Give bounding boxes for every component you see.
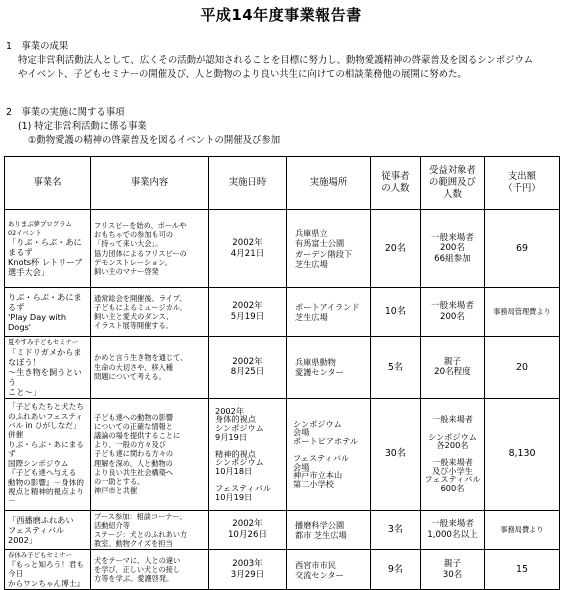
event-place: 播磨科学公園 都市 芝生広場 [287,510,371,550]
event-series-label: ありまぶ夢プログラム 02イベント [8,220,72,237]
table-row [5,337,560,399]
event-date: 2002年 身体的視点 シンポジウム 9月19日 精神的視点 シンポジウム 10月18日 フェスティバル 10月19日 [209,398,287,510]
event-name: りぶ・らぶ・あにまるず 'Play Day with Dogs' [8,292,82,332]
event-name: 「西播磨ふれあい フェスティバル2002」 [8,514,74,545]
event-content: かめと言う生き物を通じて、 生命の大切さや、移入種 問題について考える。 [91,337,209,399]
event-target: 一般来場者 シンポジウム 各200名 一般来場者 及び小学生 フェスティバル 600名 [421,398,485,510]
event-place: ポートアイランド 芝生広場 [287,288,371,337]
header-staff: 従事者 の人数 [371,157,421,210]
event-target: 親子 30名 [421,550,485,590]
event-place: 兵庫県立 有馬富士公園 ガーデン階段下 芝生広場 [287,210,371,288]
header-event-name: 事業名 [5,157,91,210]
table-row [5,550,560,590]
event-target: 親子 20名程度 [421,337,485,399]
event-date: 2003年 3月29日 [209,550,287,590]
table-row [5,398,560,510]
events-table [4,156,560,590]
event-cost: 20 [485,337,560,399]
event-staff: 30名 [371,398,421,510]
event-name-cell [5,288,91,337]
table-row [5,510,560,550]
event-content: フリスビーを始め、ボールや おもちゃでの参加も可の 「持って来い大会」。 協力団体によるフリスビーの デモンストレーション。 飼い主のマナー啓発 [91,210,209,288]
event-date: 2002年 8月25日 [209,337,287,399]
page-title: 平成14年度事業報告書 [200,6,362,24]
event-date: 2002年 4月21日 [209,210,287,288]
table-header-row [5,157,560,210]
event-content: 犬をテーマに、人との違い を学び、正しい犬との接し 方等を学ぶ。愛護啓発。 [91,550,209,590]
section-1-heading: 1 事業の成果 [6,41,69,52]
event-place: 兵庫県動物 愛護センター [287,337,371,399]
table-row [5,210,560,288]
event-series-label: 春休み子どもセミナー [8,551,72,560]
event-cost: 69 [485,210,560,288]
event-content: ブース参加：相談コーナー、 活動紹介等 ステージ：犬とのふれあい方 教室、動物クイズを担当 [91,510,209,550]
event-content: 子ども達への動物の影響 についての正確な情報と 議論の場を提供することに より、一般の方々及び 子ども達に関わる方々の 理解を深め、人と動物の より良い共生社会構築へ の一助とする。 神戸市と共催 [91,398,209,510]
event-name: 「ミドリガメからまなぼう！ ～生き物を飼うという こと～」 [8,346,82,397]
header-date: 実施日時 [209,157,287,210]
event-series-label: 夏やすみ子どもセミナー [8,338,79,346]
event-name-cell [5,550,91,590]
event-staff: 10名 [371,288,421,337]
event-staff: 20名 [371,210,421,288]
event-target: 一般来場者 200名 [421,288,485,337]
event-staff: 5名 [371,337,421,399]
event-name: 「子どもたちと犬たち のふれあいフェスティ バル in ひがしなだ」 併催 りぶ・らぶ・あにまるず 国際シンポジウム 『子ども達へ与える 動物の影響』－身体的 視点と精神的視点より－ [8,402,84,506]
event-cost: 事務局費より [485,510,560,550]
section-2-heading: 2 事業の実施に関する事項 [6,107,125,118]
section-2-item-heading: ①動物愛護の精神の啓蒙普及を図るイベントの開催及び参加 [28,135,281,146]
event-date: 2002年 5月19日 [209,288,287,337]
event-date: 2002年 10月26日 [209,510,287,550]
event-place: 西宮市市民 交流センター [287,550,371,590]
section-1-body: 特定非営利活動法人として、広くその活動が認知されることを目標に努力し、動物愛護精神の啓蒙普及を図るシンポジウムやイベント、子どもセミナーの開催及び、人と動物のより良い共生に向けての相談業務他の展開に努めた。 [18,55,534,80]
event-target: 一般来場者 1,000名以上 [421,510,485,550]
header-place: 実施場所 [287,157,371,210]
event-name: 「りぶ・らぶ・あにまるず Knots杯 レトリーブ 選手大会」 [8,237,83,277]
table-row [5,288,560,337]
event-cost: 事務局管理費より [485,288,560,337]
header-cost: 支出額 （千円） [485,157,560,210]
event-name-cell [5,210,91,288]
header-event-content: 事業内容 [91,157,209,210]
event-cost: 15 [485,550,560,590]
event-content: 通常総会を開催後、ライブ、 子どもによるミュージカル、 飼い主と愛犬のダンス、 イラスト展等開催する。 [91,288,209,337]
event-cost: 8,130 [485,398,560,510]
event-staff: 3名 [371,510,421,550]
header-target: 受益対象者 の範囲及び 人数 [421,157,485,210]
event-staff: 9名 [371,550,421,590]
event-place: シンポジウム 会場 ポートピアホテル フェスティバル 会場 神戸市立本山 第二小学校 [287,398,371,510]
event-name: 『もっと知ろう！君も今日 からワンちゃん博士』 [8,559,84,588]
event-name-cell [5,510,91,550]
event-target: 一般来場者 200名 66組参加 [421,210,485,288]
event-name-cell [5,337,91,399]
event-name-cell [5,398,91,510]
section-2-subheading: (1) 特定非営利活動に係る事業 [18,121,147,132]
